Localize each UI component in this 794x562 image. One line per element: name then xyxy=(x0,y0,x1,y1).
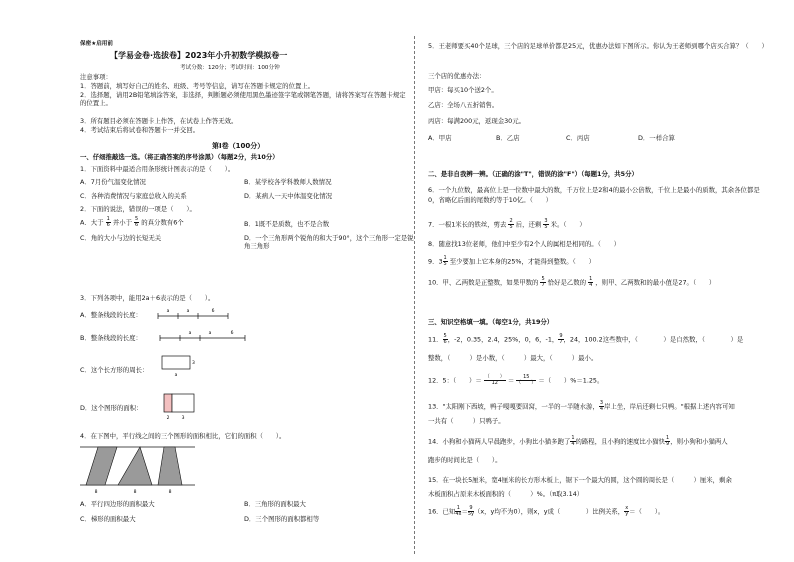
q9-text-2: 至少要加上它本身的25%，才能得到整数。（ ） xyxy=(449,257,595,266)
q5-shop-yi: 乙店：全场八五折销售。 xyxy=(428,101,499,109)
frac-numerator: 3 xyxy=(544,218,548,224)
frac-numerator: 1 xyxy=(589,276,593,282)
frac-denominator: 4 xyxy=(599,406,604,412)
seg-label: 6 xyxy=(230,331,234,336)
q3-b-segment-figure xyxy=(160,330,245,341)
q13-text-1: 13．"太阳刚下西坡，鸭子嘎嘎要回窝，一半的一半随水游， xyxy=(428,402,599,411)
base-label: 8 xyxy=(94,490,98,495)
q1-option-c[interactable]: C．各种消费情况与家庭总收入的关系 xyxy=(80,192,187,200)
frac-denominator: 9 xyxy=(666,441,670,447)
exam-info: 考试分数：120分；考试时间：100分钟 xyxy=(180,65,280,71)
q16-text-3: （x，y均不为0），则x，y成（ ）比例关系， xyxy=(473,507,625,516)
frac-denominator: 5 xyxy=(544,224,548,230)
part1-title: 第Ⅰ卷（100分） xyxy=(212,142,265,150)
q14-text-3: ，则小狗和小猫两人 xyxy=(670,437,728,446)
q3-d-composite-figure xyxy=(164,394,194,421)
q3-option-c[interactable]: C．这个长方形的周长： xyxy=(80,366,149,374)
q10-fraction-2 xyxy=(588,277,593,288)
q11-line2: 整数，（ ）是小数，（ ）最大，（ ）最小。 xyxy=(428,354,598,362)
q6: 6．一个九位数，最高位上是一位数中最大的数，千万位上是2和4的最小公倍数，千位上是最小的质数，其余各位都是0，省略亿后面的尾数约等于10亿。（ ） xyxy=(428,186,760,204)
frac-denominator: 6 xyxy=(443,339,447,345)
frac-denominator: 6 xyxy=(135,222,139,228)
frac-denominator: y xyxy=(625,511,629,517)
q5-option-a[interactable]: A．甲店 xyxy=(428,134,452,142)
base-label: 8 xyxy=(133,490,137,495)
frac-numerator: （ ） xyxy=(484,374,505,380)
q2-a-text-3: 的真分数有6个 xyxy=(141,218,184,227)
frac-denominator: 4 xyxy=(589,282,593,288)
section2-title: 二、是非自我辨一辨。（正确的涂"T"，错误的涂"F"）（每题1分，共5分） xyxy=(428,170,638,178)
q11-text-1: 11． xyxy=(428,335,443,344)
q3-option-a[interactable]: A．整条线段的长度： xyxy=(80,311,142,319)
rect-label: a xyxy=(174,373,178,378)
exam-title: 【学易金卷·选拔卷】2023年小升初数学模拟卷一 xyxy=(110,51,288,60)
q2-option-d[interactable]: D．一个三角形两个锐角的和大于90°，这个三角形一定是锐角三角形 xyxy=(244,234,414,251)
q9-text-1: 9．3 xyxy=(428,257,443,266)
frac-numerator: 1 xyxy=(106,216,110,222)
q13 xyxy=(428,401,735,412)
q12-text-3: ＝（ ）%＝1.25。 xyxy=(538,376,604,385)
q11 xyxy=(428,334,743,345)
frac-numerator: 1 xyxy=(443,255,447,261)
frac-denominator: 5y xyxy=(467,511,474,517)
frac-numerator: 5 xyxy=(135,216,139,222)
q2-a-text-1: A．大于 xyxy=(80,218,104,227)
seg-label: a xyxy=(166,309,170,314)
note-4: 4．考试结束后将试卷和答题卡一并交回。 xyxy=(80,126,200,134)
q10-text-2: 恰好是乙数的 xyxy=(547,278,587,287)
secret-label: 保密★启用前 xyxy=(80,41,113,47)
q7-text-3: 米。（ ） xyxy=(550,220,586,229)
section3-title: 三、知识空格填一填。（每空1分，共19分） xyxy=(428,318,554,326)
q13-text-2: 岸上坐，岸后还剩七只鸭。"根据上述内容可知 xyxy=(604,402,735,411)
frac-denominator: 5 xyxy=(443,261,447,267)
note-2: 2．选择题，请用2B铅笔填涂答案，非选择，判断题必须使用黑色墨迹签字笔或钢笔答题，请将答案写在答题卡规定的位置上。 xyxy=(80,91,406,108)
note-3: 3．所有题目必须在答题卡上作答，在试卷上作答无效。 xyxy=(80,117,238,125)
frac-denominator: 6 xyxy=(106,222,110,228)
q15-line2: 木板面积占原来木板面积的（ ）%。（π取3.14） xyxy=(428,490,584,498)
frac-denominator: 4x xyxy=(455,511,462,517)
q16 xyxy=(428,506,664,517)
q14 xyxy=(428,436,728,447)
seg-label: a xyxy=(188,331,192,336)
frac-numerator: 1 xyxy=(666,435,670,441)
q4-option-c[interactable]: C．梯形的面积最大 xyxy=(80,515,136,523)
q5-shop-bing: 丙店：每满200元，返现金30元。 xyxy=(428,117,526,125)
q14-text-1: 14．小狗和小猫两人早晨跑步，小狗比小猫多跑了 xyxy=(428,437,571,446)
q4-option-a[interactable]: A．平行四边形的面积最大 xyxy=(80,500,155,508)
rect-label: 3 xyxy=(192,361,195,366)
frac-numerator: 2 xyxy=(509,218,513,224)
q2-option-b[interactable]: B．1既不是质数，也不是合数 xyxy=(244,220,330,228)
area-label: 2 xyxy=(166,416,170,421)
frac-denominator: 5 xyxy=(509,224,513,230)
seg-label: a xyxy=(186,309,190,314)
q2-a-text-2: 并小于 xyxy=(112,218,132,227)
q11-text-2: ，-2，0.35，2.4，25%，0，6，-1， xyxy=(447,335,559,344)
q5-heading: 三个店的优惠办法： xyxy=(428,72,486,80)
seg-label: a xyxy=(208,331,212,336)
q1-option-b[interactable]: B．某学校各学科教师人数情况 xyxy=(244,178,332,186)
q3-option-b[interactable]: B．整条线段的长度： xyxy=(80,334,142,342)
q4-stem: 4．在下图中，平行线之间的三个图形的面积相比，它们的面积（ ）。 xyxy=(80,432,286,440)
q4-option-d[interactable]: D．三个图形的面积都相等 xyxy=(244,515,320,523)
q12-fraction-2 xyxy=(516,375,536,386)
q5-shop-jia: 甲店：每买10个送2个。 xyxy=(428,86,498,94)
q5-option-b[interactable]: B．乙店 xyxy=(496,134,520,142)
q12 xyxy=(428,375,603,386)
section1-title: 一、仔细推敲选一选。（将正确答案的序号涂黑）（每题2分，共10分） xyxy=(80,153,279,161)
q3-stem: 3．下列各项中，能用2a＋6表示的是（ ）。 xyxy=(80,294,215,302)
q1-option-d[interactable]: D．某病人一天中体温变化情况 xyxy=(244,192,332,200)
q4-figure xyxy=(80,447,195,495)
q4-option-b[interactable]: B．三角形的面积最大 xyxy=(244,500,306,508)
frac-numerator: x xyxy=(625,505,629,511)
q2-option-c[interactable]: C．角的大小与边的长短无关 xyxy=(80,234,162,242)
frac-denominator: （ ） xyxy=(516,380,537,386)
seg-label: 6 xyxy=(211,309,215,314)
q7-fraction-1 xyxy=(508,219,513,230)
area-label: 3 xyxy=(181,416,185,421)
frac-numerator: 5 xyxy=(541,276,545,282)
q9-fraction xyxy=(443,256,448,267)
frac-denominator: 4 xyxy=(571,441,575,447)
q3-c-rectangle-figure xyxy=(162,356,195,378)
q16-text-1: 16．已知 xyxy=(428,507,456,516)
q1-option-a[interactable]: A．7月份气温变化情况 xyxy=(80,178,146,186)
frac-denominator: 12 xyxy=(491,380,498,386)
base-label: 8 xyxy=(168,490,172,495)
q11-text-3: ，24，100.2这些数中，（ ）是自然数，（ ）是 xyxy=(563,335,744,344)
frac-numerator: 1 xyxy=(456,505,460,511)
q13-line2: 一共有（ ）只鸭子。 xyxy=(428,417,505,425)
q10-fraction-1 xyxy=(540,277,545,288)
q15: 15．在一块长5厘米，宽4厘米的长方形木板上，锯下一个最大的圆，这个圆的周长是（ ）厘米，剩余 xyxy=(428,476,732,484)
q14-line2: 跑步的时间比是（ ）。 xyxy=(428,456,502,464)
q10-text-1: 10．甲、乙两数是正整数，如果甲数的 xyxy=(428,278,539,287)
frac-numerator: 9 xyxy=(559,333,563,339)
note-1: 1．答题前，填写好自己的姓名、班级、考号等信息，请写在答题卡规定的位置上。 xyxy=(80,82,315,90)
q7-text-1: 7．一根1米长的铁丝，剪去 xyxy=(428,220,507,229)
q9 xyxy=(428,256,595,267)
q12-text-2: ＝ xyxy=(507,376,515,385)
q12-text-1: 12．5：（ ）＝ xyxy=(428,376,482,385)
q7-text-2: 后，还剩 xyxy=(515,220,542,229)
frac-numerator: 9 xyxy=(469,505,473,511)
q14-text-2: 的路程，且小狗的速度比小猫快 xyxy=(575,437,665,446)
q7-fraction-2 xyxy=(543,219,548,230)
q3-option-d[interactable]: D．这个图形的面积： xyxy=(80,404,143,412)
q10-text-3: ，则甲、乙两数和的最小值是27。（ ） xyxy=(595,278,716,287)
q2-stem: 2．下面的说法，错误的一项是（ ）。 xyxy=(80,205,196,213)
q10 xyxy=(428,277,715,288)
q16-text-4: ＝（ ）。 xyxy=(629,507,665,516)
q5-option-c[interactable]: C．丙店 xyxy=(566,134,590,142)
frac-numerator: 1 xyxy=(571,435,575,441)
q7 xyxy=(428,219,586,230)
frac-numerator: 3 xyxy=(599,400,604,406)
q12-fraction-1 xyxy=(484,375,506,386)
q5-stem: 5．王老师要买40个足球，三个店的足球单价都是25元，优惠办法如下图所示。你认为王老师到哪个店买合算？（ ） xyxy=(428,42,768,50)
frac-numerator: 5 xyxy=(443,333,447,339)
notes-heading: 注意事项： xyxy=(80,73,112,81)
frac-denominator: 7 xyxy=(559,339,563,345)
frac-denominator: 7 xyxy=(541,282,545,288)
q1-stem: 1．下面资料中最适合用条形统计图表示的是（ ）。 xyxy=(80,165,235,173)
q16-text-2: ＝ xyxy=(461,507,468,516)
q8: 8．随意找13位老师，他们中至少有2个人的属相是相同的。（ ） xyxy=(428,240,620,248)
q3-a-segment-figure xyxy=(158,308,228,319)
q5-option-d[interactable]: D．一样合算 xyxy=(638,134,675,142)
frac-numerator: 15 xyxy=(516,375,536,381)
